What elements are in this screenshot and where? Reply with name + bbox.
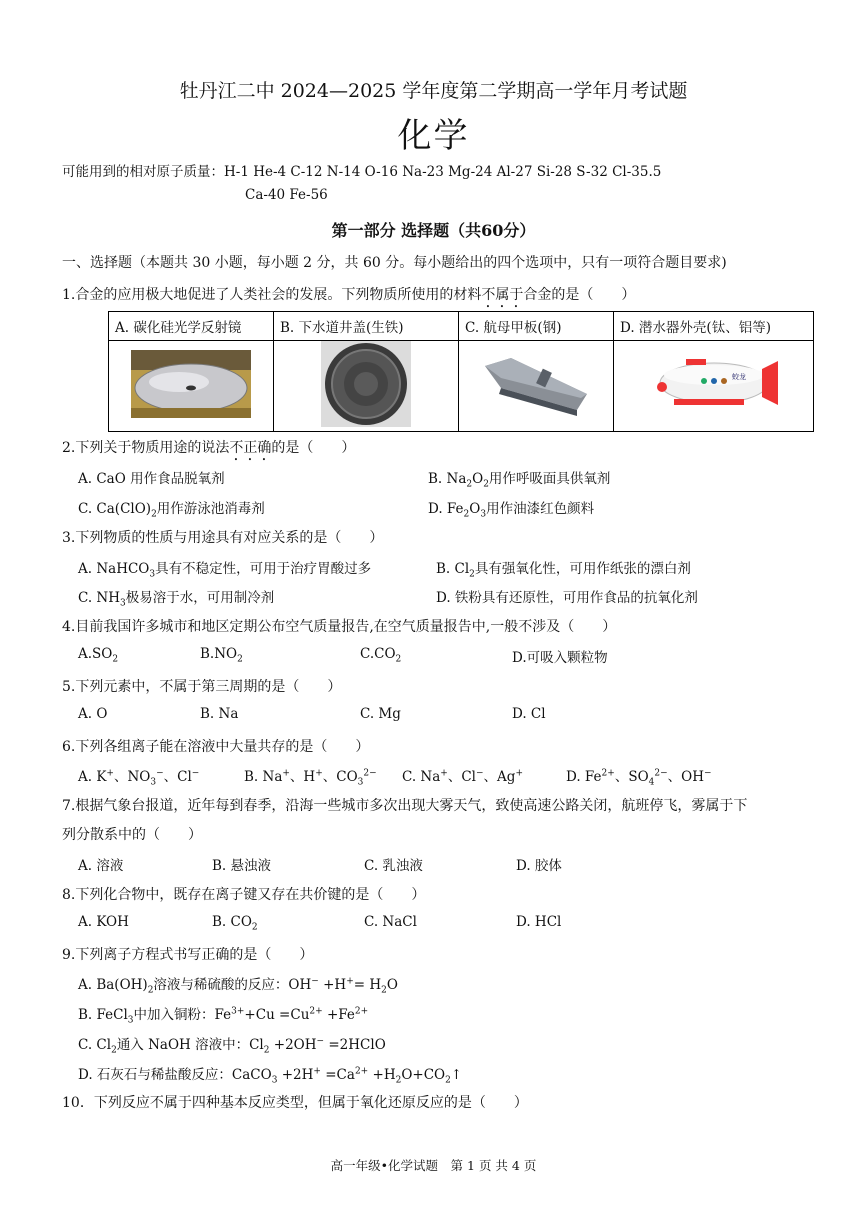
- question-3-option-a: A. NaHCO$_3$具有不稳定性，可用于治疗胃酸过多: [78, 561, 372, 580]
- question-4-option-c: $C.CO_2$: [360, 646, 402, 665]
- atomic-masses-line2: Ca-40 Fe-56: [245, 187, 328, 203]
- manhole-cover-image: [321, 341, 411, 427]
- question-2-option-b: B. $Na_2O_2$用作呼吸面具供氧剂: [428, 471, 611, 490]
- question-7-stem-line1: 7.根据气象台报道，近年每到春季，沿海一些城市多次出现大雾天气，致使高速公路关闭，航班停飞，雾属于下: [62, 798, 748, 814]
- option-c-label: C. 航母甲板(钢): [459, 312, 614, 341]
- subject-title: 化学: [397, 116, 470, 156]
- question-4-option-d: D.可吸入颗粒物: [512, 650, 608, 666]
- question-7-option-d: D. 胶体: [516, 858, 562, 874]
- option-b-label: B. 下水道井盖(生铁): [274, 312, 459, 341]
- question-3-option-d: D. 铁粉具有还原性，可用作食品的抗氧化剂: [436, 590, 698, 606]
- option-d-label: D. 潜水器外壳(钛、铝等): [614, 312, 814, 341]
- option-c-image: [459, 341, 614, 432]
- question-8-stem: 8.下列化合物中，既存在离子键又存在共价键的是（ ）: [62, 887, 426, 903]
- question-5-option-b: B. Na: [200, 706, 239, 722]
- sic-mirror-image: [131, 350, 251, 418]
- section-instructions: 一、选择题（本题共 30 小题，每小题 2 分，共 60 分。每小题给出的四个选项中，只有一项符合题目要求): [62, 255, 727, 271]
- question-3-option-c: C. $NH_3$极易溶于水，可用制冷剂: [78, 590, 275, 609]
- part1-title: 第一部分 选择题（共60分）: [331, 221, 536, 240]
- option-a-label: A. 碳化硅光学反射镜: [109, 312, 274, 341]
- question-9-stem: 9.下列离子方程式书写正确的是（ ）: [62, 947, 314, 963]
- question-6-option-a: A. K+、$NO_3^-$、Cl−: [78, 768, 200, 788]
- option-b-image: [274, 341, 459, 432]
- question-1-stem: 1.合金的应用极大地促进了人类社会的发展。下列物质所使用的材料不属于合金的是（ ）: [62, 287, 636, 303]
- option-a-image: [109, 341, 274, 432]
- question-6-option-b: B. Na+、H+、$CO_3^{2-}$: [244, 768, 377, 788]
- question-2-option-d: D. $Fe_2O_3$用作油漆红色颜料: [428, 501, 595, 520]
- question-8-option-a: A. KOH: [78, 914, 129, 930]
- question-7-option-b: B. 悬浊液: [212, 858, 272, 874]
- question-7-stem-line2: 列分散系中的（ ）: [62, 827, 202, 843]
- option-d-image: [614, 341, 814, 432]
- question-9-option-a: A. $Ba(OH)_2$溶液与稀硫酸的反应：$OH^- +H^+= H_2O$: [78, 976, 398, 996]
- question-7-option-a: A. 溶液: [78, 858, 124, 874]
- question-10-stem: 10．下列反应不属于四种基本反应类型，但属于氧化还原反应的是（ ）: [62, 1095, 528, 1111]
- question-2-option-c: C. $Ca(ClO)_2$用作游泳池消毒剂: [78, 501, 265, 520]
- question-3-stem: 3.下列物质的性质与用途具有对应关系的是（ ）: [62, 530, 384, 546]
- submersible-image: [644, 351, 784, 417]
- question-6-stem: 6.下列各组离子能在溶液中大量共存的是（ ）: [62, 739, 370, 755]
- question-6-option-c: C. Na+、Cl−、Ag+: [402, 768, 523, 785]
- question-4-stem: 4.目前我国许多城市和地区定期公布空气质量报告,在空气质量报告中,一般不涉及（ ）: [62, 619, 617, 635]
- question-2-option-a: A. CaO 用作食品脱氧剂: [78, 471, 225, 487]
- question-9-option-d: D. 石灰石与稀盐酸反应：CaCO$_3$ $+2H^+ =Ca^{2+}$ $+H_2O+CO_2↑$: [78, 1066, 463, 1086]
- question-7-option-c: C. 乳浊液: [364, 858, 423, 874]
- question-9-option-b: B. FeCl$_3$中加入铜粉：$Fe^{3+}+Cu =Cu^{2+} +Fe^{2+}$: [78, 1006, 369, 1026]
- question-8-option-c: C. NaCl: [364, 914, 417, 930]
- question-4-option-b: $B.NO_2$: [200, 646, 243, 665]
- question-2-stem: 2.下列关于物质用途的说法不正确的是（ ）: [62, 440, 356, 456]
- page-footer: 高一年级•化学试题 第 1 页 共 4 页: [330, 1158, 537, 1173]
- aircraft-carrier-image: [481, 348, 591, 420]
- question-9-option-c: C. $Cl_2$通入 NaOH 溶液中：$Cl_2 +2OH^-$ =2HClO: [78, 1036, 386, 1056]
- question-4-option-a: $A.SO_2$: [78, 646, 119, 665]
- question-5-option-c: C. Mg: [360, 706, 401, 722]
- question-1-options-table: [108, 311, 814, 432]
- submersible-name: 蛟龙: [731, 373, 746, 381]
- question-5-option-d: D. Cl: [512, 706, 546, 722]
- question-8-option-d: D. HCl: [516, 914, 562, 930]
- question-3-option-b: B. $Cl_2$具有强氧化性，可用作纸张的漂白剂: [436, 561, 691, 580]
- question-6-option-d: D. $Fe^{2+}$、$SO_4^{2-}$、OH−: [566, 768, 712, 788]
- question-5-option-a: A. O: [78, 706, 108, 722]
- atomic-masses-line1: 可能用到的相对原子质量：H-1 He-4 C-12 N-14 O-16 Na-23 Mg-24 Al-27 Si-28 S-32 Cl-35.5: [62, 164, 662, 180]
- question-5-stem: 5.下列元素中，不属于第三周期的是（ ）: [62, 679, 342, 695]
- exam-title: 牡丹江二中 2024—2025 学年度第二学期高一学年月考试题: [179, 80, 688, 102]
- question-8-option-b: B. $CO_2$: [212, 914, 258, 933]
